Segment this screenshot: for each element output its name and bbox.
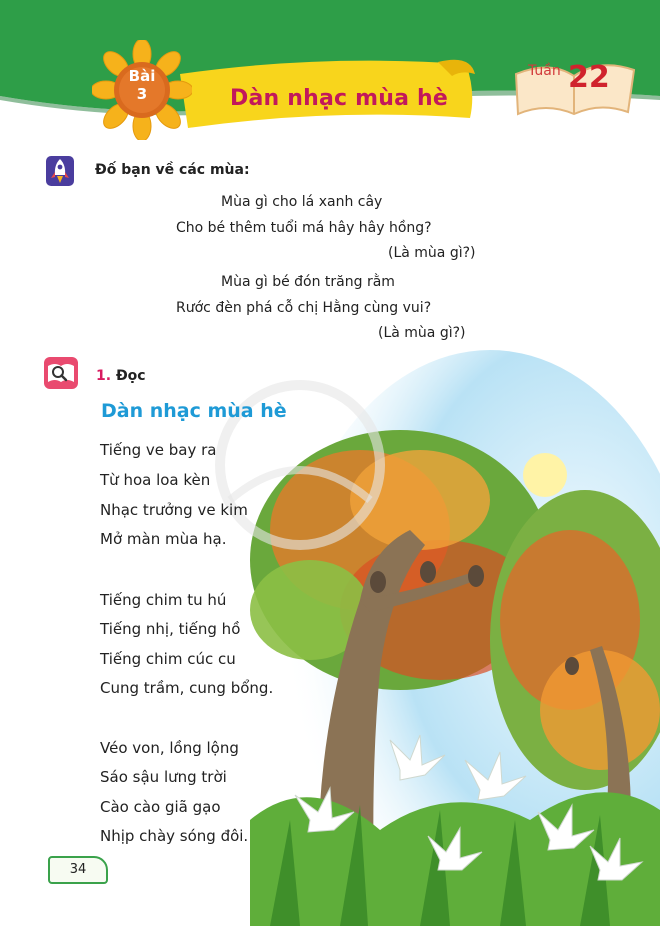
poem-line: Nhạc trưởng ve kim (100, 501, 248, 519)
rocket-icon (46, 156, 74, 186)
poem-line: Tiếng chim cúc cu (100, 650, 236, 668)
open-book-search-icon (44, 357, 78, 389)
riddle-line: Mùa gì cho lá xanh cây (221, 194, 383, 210)
poem-line: Cung trầm, cung bổng. (100, 679, 274, 697)
poem-line: Tiếng nhị, tiếng hồ (100, 620, 241, 638)
lesson-badge (122, 67, 162, 103)
riddle-line: Cho bé thêm tuổi má hây hây hồng? (176, 220, 432, 236)
reading-title: Dàn nhạc mùa hè (101, 400, 287, 422)
poem-line: Tiếng chim tu hú (100, 591, 227, 609)
lesson-label: Bài (128, 67, 156, 85)
riddle-intro: Đố bạn về các mùa: (95, 162, 250, 178)
section-heading (96, 368, 146, 384)
week-label: Tuần (528, 63, 561, 79)
poem-line: Từ hoa loa kèn (100, 471, 211, 489)
page-number: 34 (48, 856, 108, 884)
riddle-answer-prompt: (Là mùa gì?) (388, 245, 476, 261)
poem-line: Véo von, lồng lộng (100, 739, 239, 757)
poem-line: Nhịp chày sóng đôi. (100, 827, 249, 845)
poem-line: Mở màn mùa hạ. (100, 530, 227, 548)
lesson-number: 3 (136, 85, 148, 103)
section-number: 1. (96, 368, 112, 384)
week-number: 22 (568, 60, 610, 95)
section-label: Đọc (115, 368, 146, 384)
poem-line: Sáo sậu lưng trời (100, 768, 227, 786)
lesson-title: Dàn nhạc mùa hè (230, 86, 448, 111)
poem-line: Cào cào giã gạo (100, 798, 221, 816)
riddle-line: Rước đèn phá cỗ chị Hằng cùng vui? (176, 300, 432, 316)
riddle-answer-prompt: (Là mùa gì?) (378, 325, 466, 341)
poem-line: Tiếng ve bay ra (100, 441, 217, 459)
riddle-line: Mùa gì bé đón trăng rằm (221, 274, 395, 290)
